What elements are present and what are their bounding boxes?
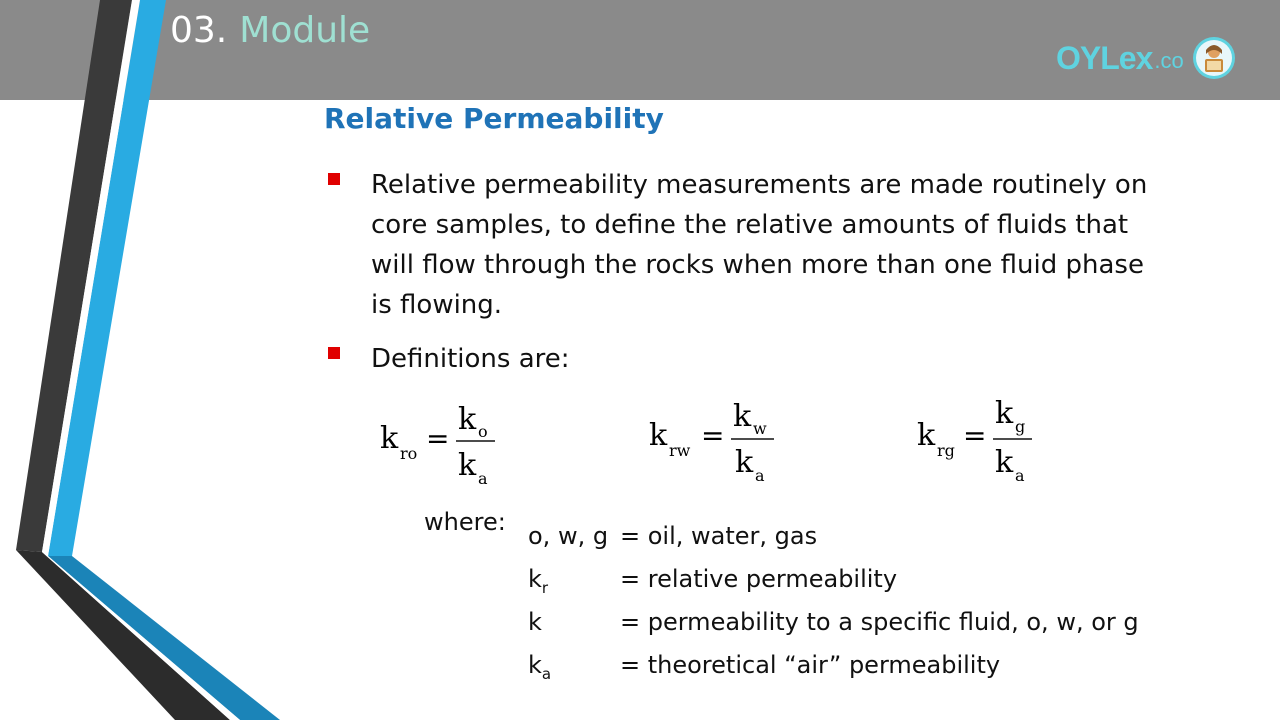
definition-description: = theoretical “air” permeability <box>620 651 1001 679</box>
definition-description: = oil, water, gas <box>620 522 818 550</box>
formula-numerator-sub: w <box>753 419 767 438</box>
formula-kro <box>378 395 508 495</box>
bullet-marker <box>328 173 340 185</box>
formula-denominator: k <box>995 445 1014 480</box>
definition-symbol: o, w, g <box>528 522 609 550</box>
bullet-marker <box>328 347 340 359</box>
definition-description: = relative permeability <box>620 565 898 593</box>
formula-lhs-sub: rg <box>937 441 955 460</box>
formula-krg <box>915 395 1045 495</box>
formula-denominator-sub: a <box>478 469 488 488</box>
formula-denominator: k <box>735 445 754 480</box>
module-number: 03. <box>170 10 228 51</box>
decorative-stripes <box>0 0 280 720</box>
formula-equals: = <box>701 419 725 452</box>
bullet-text: Definitions are: <box>371 344 570 374</box>
formula-numerator: k <box>458 402 477 437</box>
formula-lhs: k <box>380 421 399 456</box>
brand-logo <box>1056 36 1236 80</box>
formula-numerator: k <box>733 399 752 434</box>
formula-numerator: k <box>995 396 1014 431</box>
slide-title: Relative Permeability <box>324 102 664 135</box>
formula-denominator-sub: a <box>1015 466 1025 485</box>
definition-description: = permeability to a specific fluid, o, w, or g <box>620 608 1139 636</box>
formula-lhs-sub: rw <box>669 441 691 460</box>
formula-numerator-sub: o <box>478 422 488 441</box>
formula-krw <box>647 395 787 495</box>
logo-text: OYLex <box>1056 39 1153 76</box>
formula-lhs: k <box>649 418 668 453</box>
definition-symbol: k <box>528 608 542 636</box>
formula-lhs-sub: ro <box>400 444 418 463</box>
formula-equals: = <box>963 419 987 452</box>
reader-avatar-icon <box>1192 36 1236 80</box>
formula-denominator: k <box>458 448 477 483</box>
formula-numerator-sub: g <box>1015 417 1026 436</box>
where-label: where: <box>424 508 506 536</box>
formula-denominator-sub: a <box>755 466 765 485</box>
logo-domain: .co <box>1154 48 1184 73</box>
definition-symbol: $k_a$ <box>528 651 552 683</box>
definition-symbol: $k_r$ <box>528 565 549 597</box>
formula-equals: = <box>426 422 450 455</box>
module-title <box>170 10 370 51</box>
bullet-text: Relative permeability measurements are made routinely on core samples, to define the relative amounts of fluids that will flow through the rocks when more than one fluid phase is flowing. <box>371 170 1148 320</box>
module-word: Module <box>239 10 371 51</box>
formula-lhs: k <box>917 418 936 453</box>
